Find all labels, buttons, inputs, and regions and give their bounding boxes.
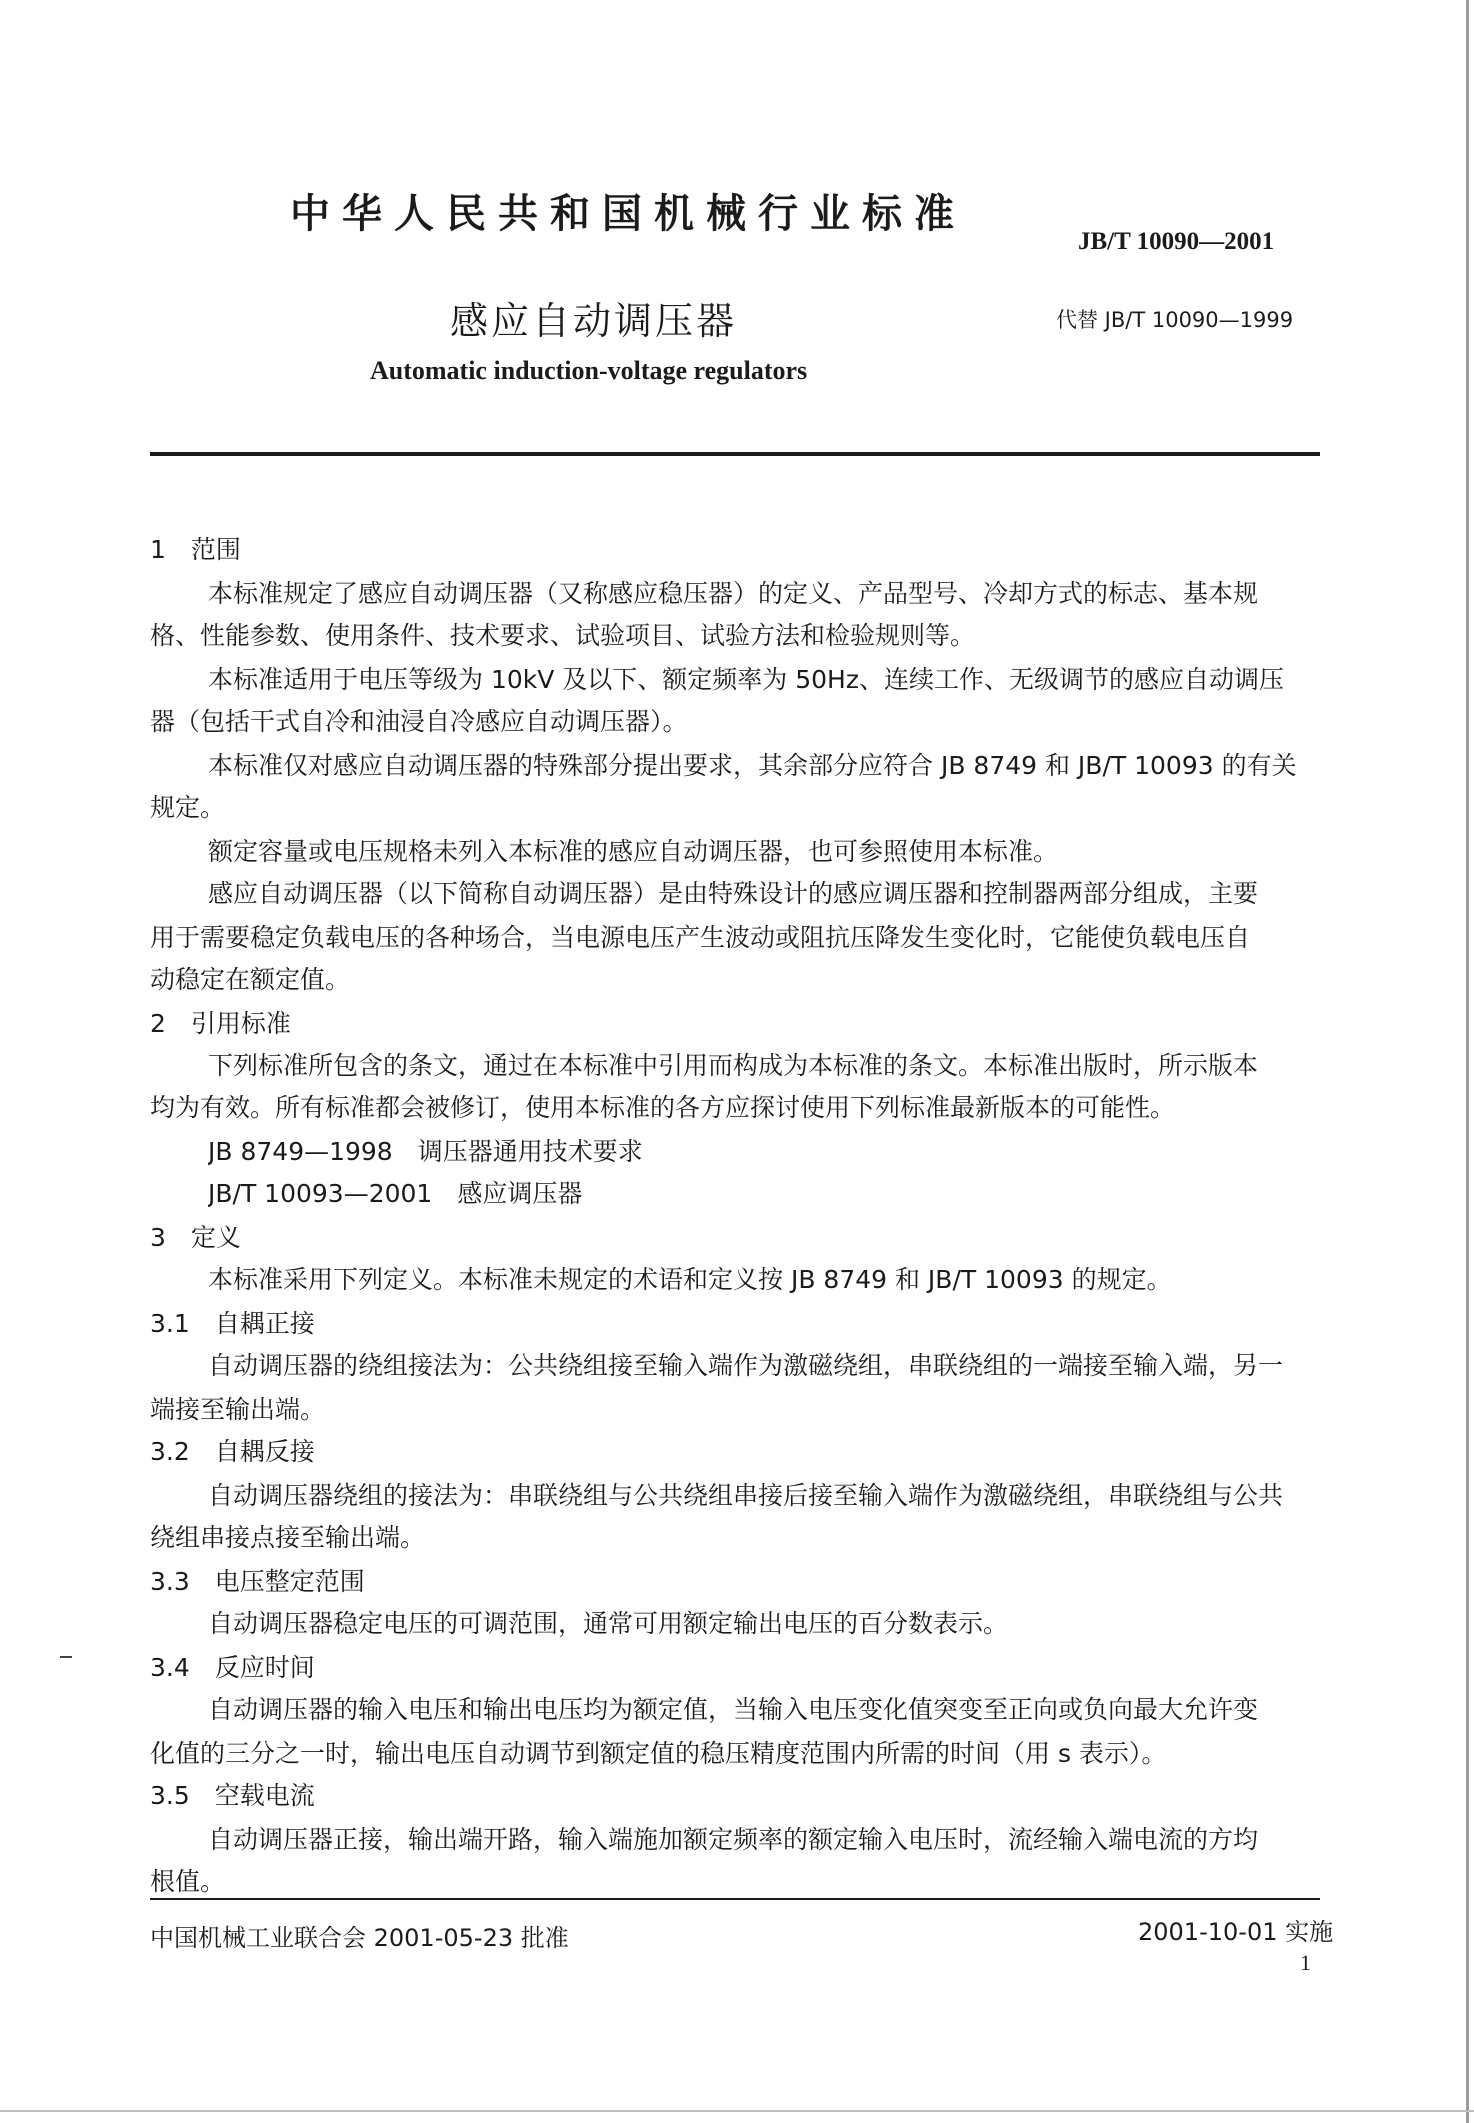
paragraph-line: 均为有效。所有标准都会被修订，使用本标准的各方应探讨使用下列标准最新版本的可能性。: [150, 1093, 1176, 1122]
subsection-heading: 3.4 反应时间: [150, 1653, 315, 1682]
paragraph-line: 本标准适用于电压等级为 10kV 及以下、额定频率为 50Hz、连续工作、无级调节的感应自动调压: [208, 665, 1284, 694]
section-heading: 2 引用标准: [150, 1009, 291, 1038]
paragraph-line: 下列标准所包含的条文，通过在本标准中引用而构成为本标准的条文。本标准出版时，所示版本: [208, 1051, 1259, 1080]
paragraph-line: 自动调压器绕组的接法为：串联绕组与公共绕组串接后接至输入端作为激磁绕组，串联绕组与公共: [208, 1481, 1284, 1510]
subsection-heading: 3.3 电压整定范围: [150, 1567, 365, 1596]
replaces-note: 代替 JB/T 10090—1999: [1056, 308, 1294, 332]
subsection-heading: 3.5 空载电流: [150, 1781, 315, 1810]
paragraph-line: 动稳定在额定值。: [150, 965, 351, 994]
scan-speck: [60, 1656, 72, 1658]
section-heading: 3 定义: [150, 1223, 241, 1252]
approval-note: 中国机械工业联合会 2001-05-23 批准: [150, 1924, 569, 1952]
paragraph-line: 用于需要稳定负载电压的各种场合，当电源电压产生波动或阻抗压降发生变化时，它能使负载电压自: [150, 923, 1251, 952]
paragraph-line: 额定容量或电压规格未列入本标准的感应自动调压器，也可参照使用本标准。: [208, 837, 1059, 866]
subsection-heading: 3.1 自耦正接: [150, 1309, 315, 1338]
paragraph-line: 本标准规定了感应自动调压器（又称感应稳压器）的定义、产品型号、冷却方式的标志、基本规: [208, 579, 1259, 608]
paragraph-line: 规定。: [150, 793, 226, 822]
paragraph-line: 感应自动调压器（以下简称自动调压器）是由特殊设计的感应调压器和控制器两部分组成，主要: [208, 879, 1259, 908]
subsection-heading: 3.2 自耦反接: [150, 1437, 315, 1466]
paragraph-line: 本标准仅对感应自动调压器的特殊部分提出要求，其余部分应符合 JB 8749 和 JB/T 10093 的有关: [208, 751, 1297, 780]
paragraph-line: 器（包括干式自冷和油浸自冷感应自动调压器）。: [150, 707, 688, 736]
paragraph-line: 自动调压器正接，输出端开路，输入端施加额定频率的额定输入电压时，流经输入端电流的方均: [208, 1825, 1259, 1854]
standard-code: JB/T 10090—2001: [1078, 228, 1275, 255]
paragraph-line: 自动调压器的输入电压和输出电压均为额定值，当输入电压变化值突变至正向或负向最大允许变: [208, 1695, 1259, 1724]
paragraph-line: 化值的三分之一时，输出电压自动调节到额定值的稳压精度范围内所需的时间（用 s 表示）。: [150, 1739, 1167, 1768]
english-title: Automatic induction-voltage regulators: [370, 356, 808, 385]
paragraph-line: 格、性能参数、使用条件、技术要求、试验项目、试验方法和检验规则等。: [150, 621, 976, 650]
page-number: 1: [1300, 1950, 1311, 1975]
paragraph-line: 绕组串接点接至输出端。: [150, 1523, 426, 1552]
header-divider: [150, 452, 1320, 456]
paragraph-line: 自动调压器稳定电压的可调范围，通常可用额定输出电压的百分数表示。: [208, 1609, 1009, 1638]
implementation-date: 2001-10-01 实施: [1138, 1918, 1334, 1946]
paragraph-line: 本标准采用下列定义。本标准未规定的术语和定义按 JB 8749 和 JB/T 10093 的规定。: [208, 1265, 1172, 1294]
paragraph-line: 自动调压器的绕组接法为：公共绕组接至输入端作为激磁绕组，串联绕组的一端接至输入端，另一: [208, 1351, 1284, 1380]
paragraph-line: 端接至输出端。: [150, 1395, 326, 1424]
document-title: 感应自动调压器: [450, 299, 738, 343]
standard-name: 中华人民共和国机械行业标准: [290, 191, 966, 237]
paragraph-line: 根值。: [150, 1867, 226, 1896]
section-heading: 1 范围: [150, 535, 241, 564]
scan-bottom-edge: [0, 2110, 1474, 2112]
scan-edge: [1466, 0, 1469, 2123]
referenced-standard: JB/T 10093—2001 感应调压器: [208, 1179, 583, 1208]
footer-divider: [150, 1898, 1320, 1900]
referenced-standard: JB 8749—1998 调压器通用技术要求: [208, 1137, 643, 1166]
